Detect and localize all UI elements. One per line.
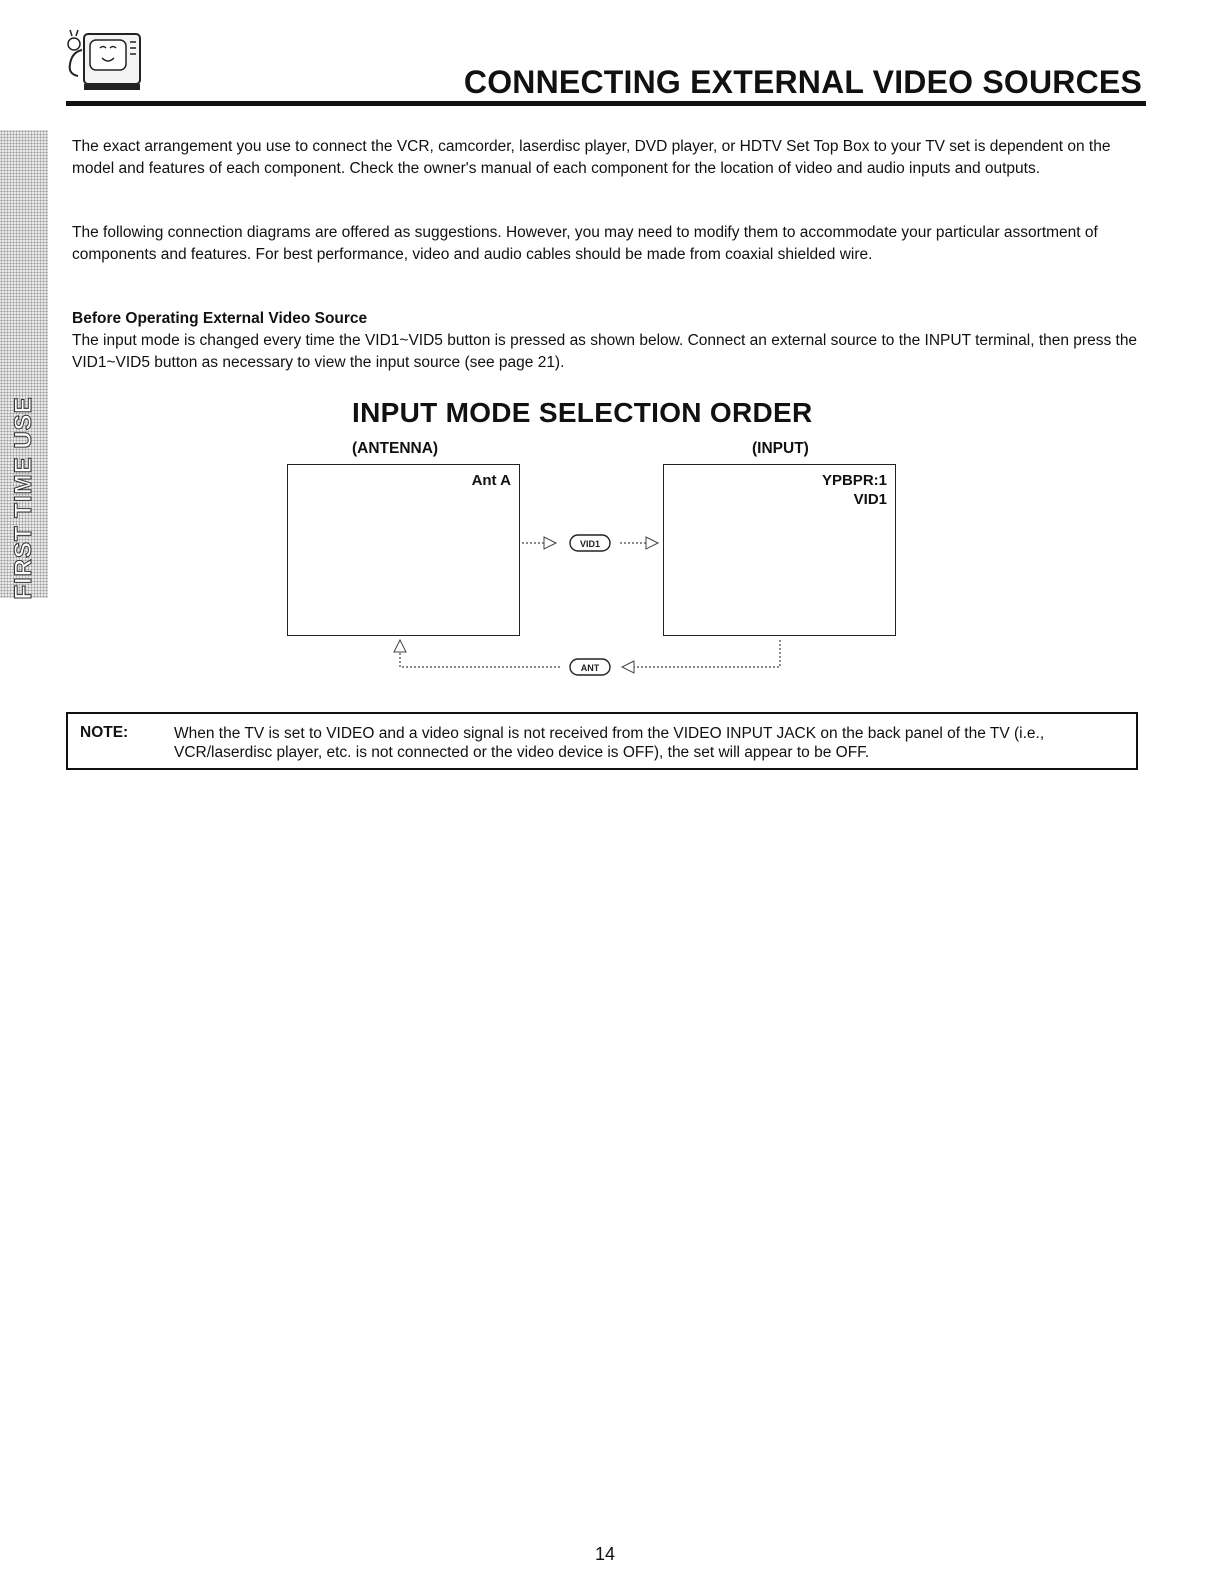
input-column-label: (INPUT): [752, 440, 809, 457]
mode-cycle-connectors: [0, 0, 1210, 700]
note-text: When the TV is set to VIDEO and a video signal is not received from the VIDEO INPUT JACK on the back panel of the TV (i.e., VCR/laserdisc player, etc. is not connected or the video device is OFF), the set will appear to be OFF.: [174, 725, 1045, 761]
vid1-arrow-icon: [544, 537, 556, 549]
note-box: [66, 712, 1138, 770]
page-number: 14: [594, 1544, 616, 1564]
antenna-screen-text: Ant A: [471, 472, 511, 489]
vid1-button-icon: [570, 535, 610, 551]
input-screen-line-2: VID1: [853, 491, 887, 508]
ant-button-icon: [570, 659, 610, 675]
diagram-title: INPUT MODE SELECTION ORDER: [352, 397, 813, 428]
antenna-column-label: (ANTENNA): [352, 440, 439, 457]
ant-button-label: ANT: [580, 663, 600, 673]
ant-up-arrow-icon: [394, 640, 406, 652]
before-operating-body: The input mode is changed every time the VID1~VID5 button is pressed as shown below. Connect an external source to the INPUT terminal, then press the VID1~VID5 button as necessary to view the input source (see page 21).: [72, 332, 1138, 371]
note-label: NOTE:: [80, 724, 129, 741]
intro-paragraph-1: The exact arrangement you use to connect the VCR, camcorder, laserdisc player, DVD player, or HDTV Set Top Box to your TV set is dependent on the model and features of each component. Check the owner's manual of each component for the location of video and audio inputs and outputs.: [72, 138, 1111, 177]
ant-path-right: [624, 640, 780, 667]
vid1-button-label: VID1: [579, 539, 601, 549]
intro-paragraph-2: The following connection diagrams are offered as suggestions. However, you may need to modify them to accommodate your particular assortment of components and features. For best performance, video and audio cables should be made from coaxial shielded wire.: [72, 224, 1098, 263]
before-operating-heading: Before Operating External Video Source: [72, 310, 368, 327]
vid1-arrow-right-icon: [646, 537, 658, 549]
ant-path-left: [400, 642, 560, 667]
page-title: CONNECTING EXTERNAL VIDEO SOURCES: [463, 64, 1142, 100]
section-side-tab-label: FIRST TIME USE: [10, 396, 37, 600]
ant-arrow-icon: [622, 661, 634, 673]
input-screen-line-1: YPBPR:1: [821, 472, 887, 489]
